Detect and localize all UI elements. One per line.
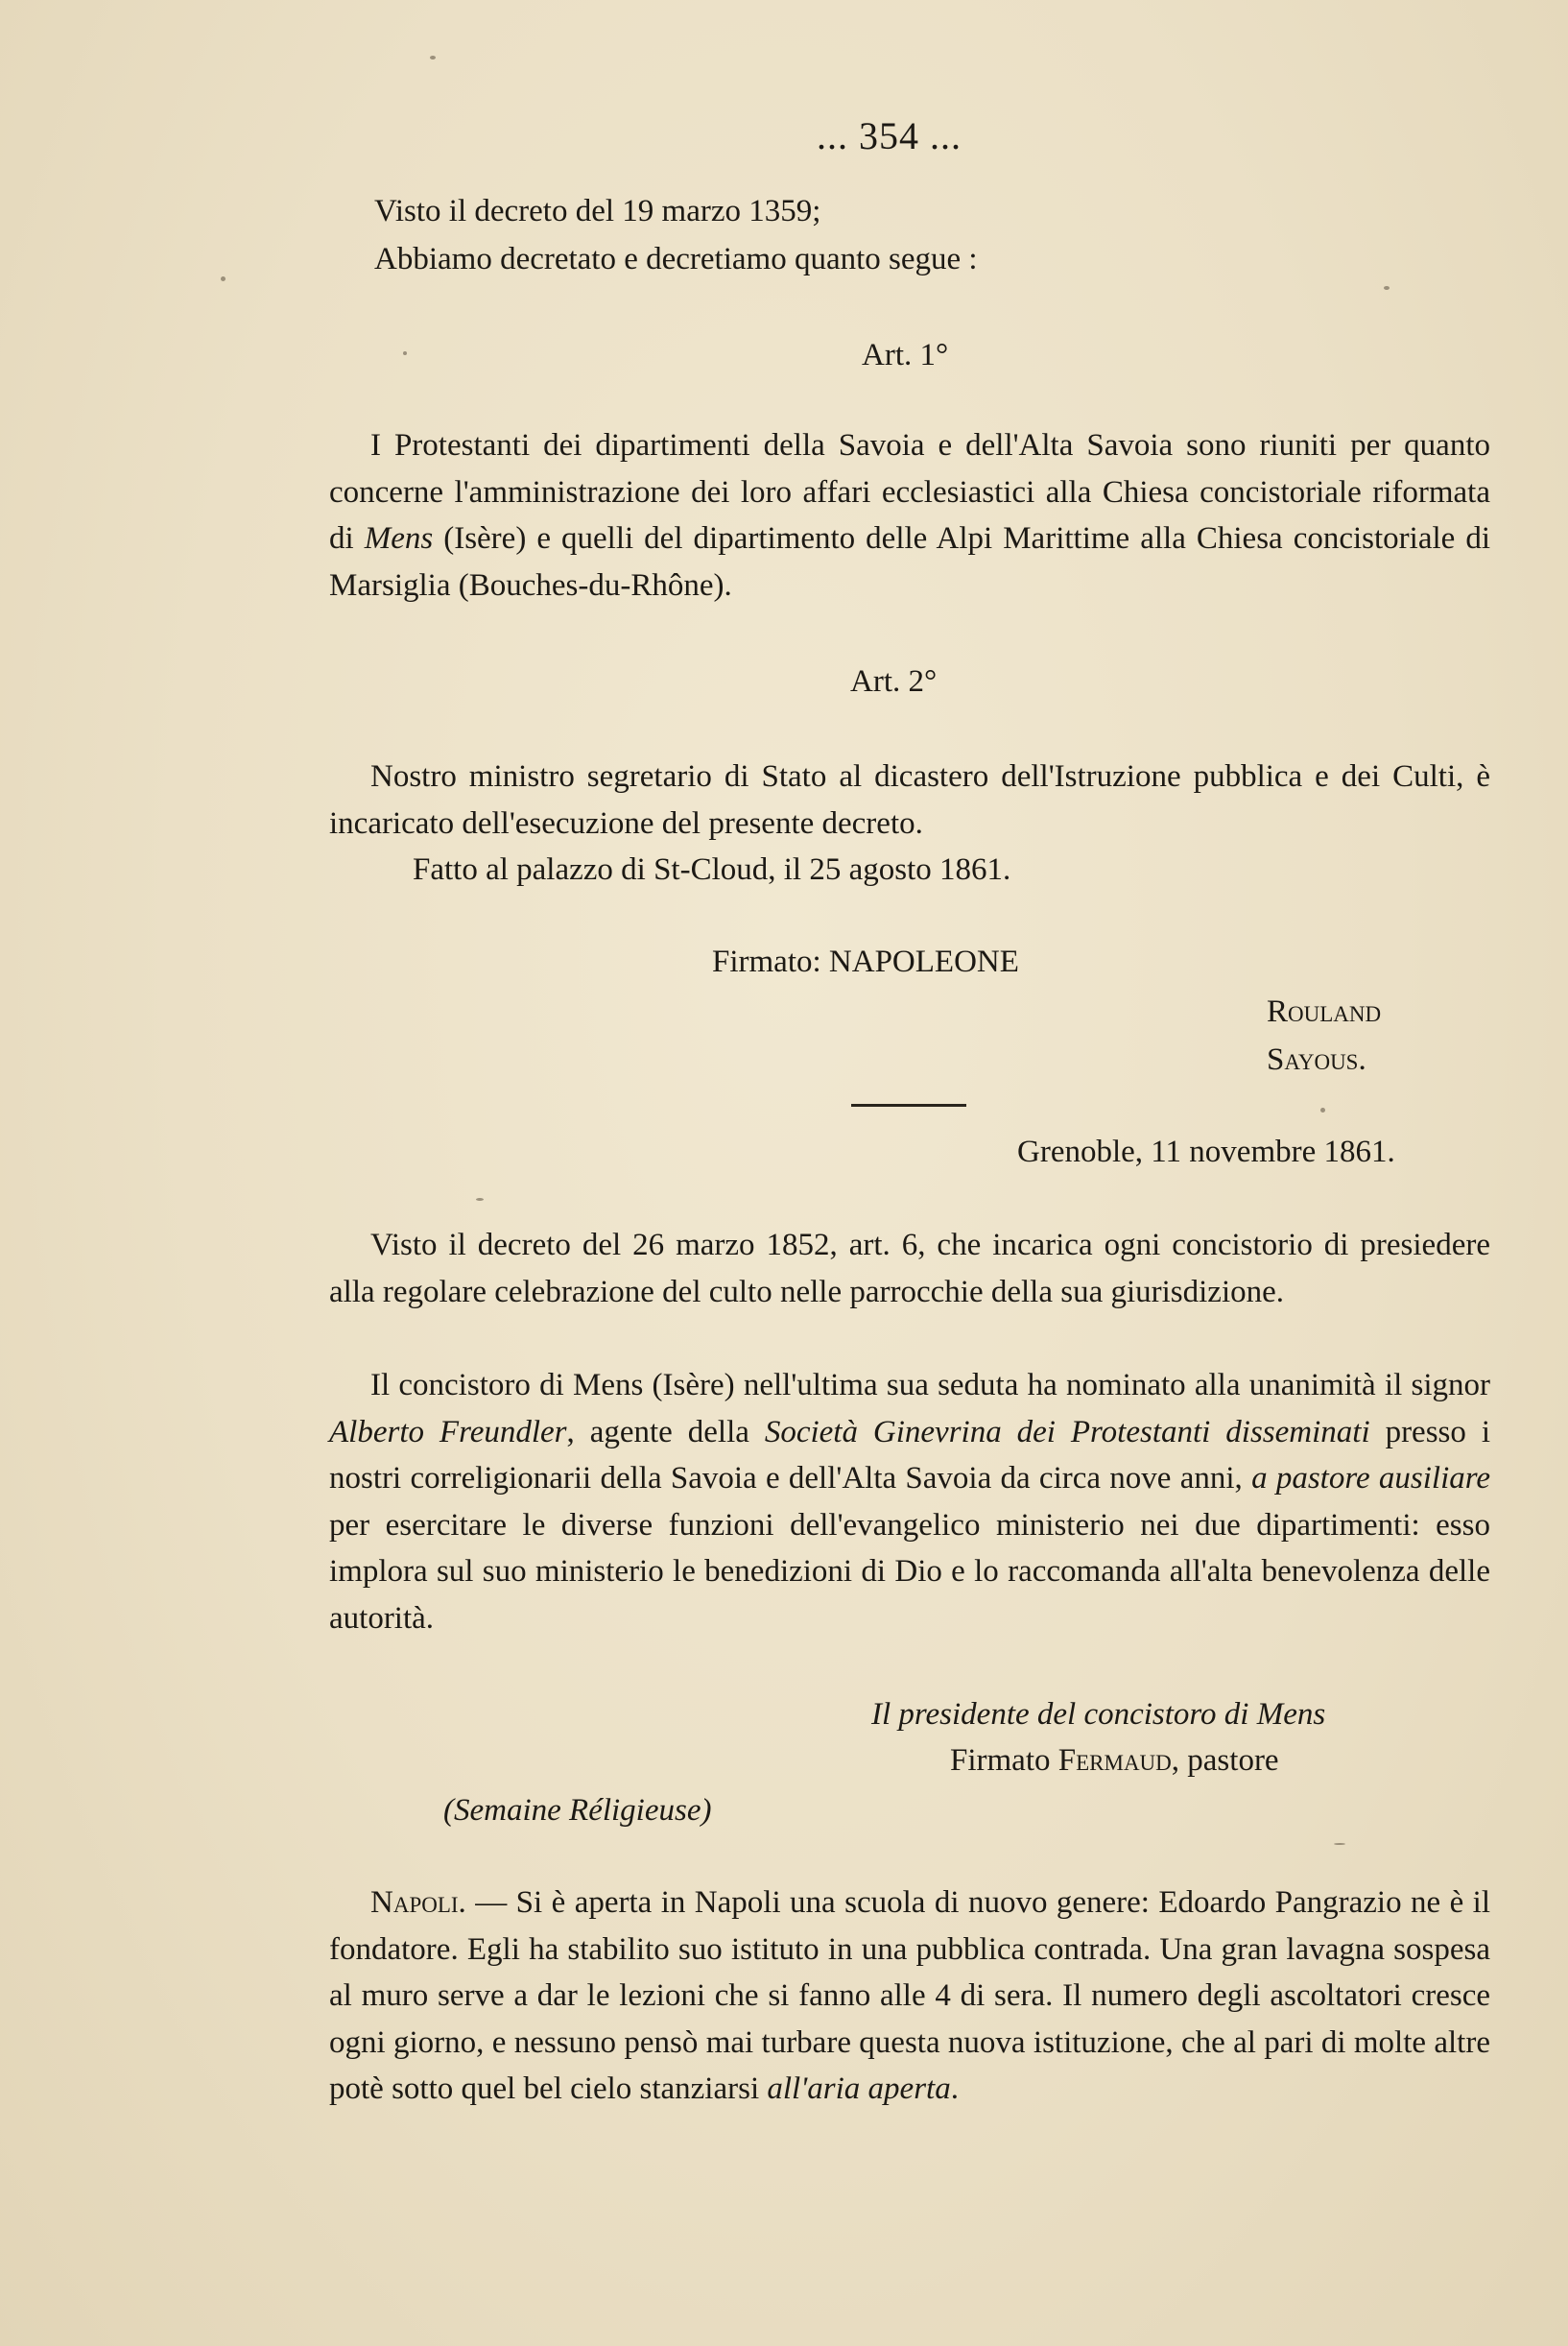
napoli-place: Napoli. [370, 1885, 466, 1920]
paper-speck [1384, 286, 1390, 290]
napoli-italic: all'aria aperta [767, 2071, 951, 2107]
napoli-paragraph [329, 1879, 1490, 2113]
president-title-text: Il presidente del concistoro di Mens [871, 1697, 1326, 1732]
signature-sayous: Sayous. [1267, 1042, 1366, 1077]
art2-paragraph: Nostro ministro segretario di Stato al dicastero dell'Istruzione pubblica e dei Culti, è incaricato dell'esecuzione del presente decreto. [329, 759, 1490, 841]
para2-name-freundler: Alberto Freundler [329, 1414, 567, 1449]
art1-paragraph [329, 422, 1490, 609]
art1-text-italic: Mens [364, 521, 434, 557]
art1-text: I Protestanti dei dipartimenti della Savoia e dell'Alta Savoia sono riuniti per quanto concerne l'amministrazione dei loro affari ecclesiastici alla Chiesa concistoriale riformata di [329, 428, 1490, 557]
section-divider [851, 1104, 966, 1107]
signature-rouland: Rouland [1267, 994, 1382, 1029]
napoli-text: — Si è aperta in Napoli una scuola di nuovo genere: Edoardo Pangrazio ne è il fondatore. Egli ha stabilito suo istituto in una pubblica contrada. Una gran lavagna sospesa al muro serve a dar le lezioni che si fanno alle 4 di sera. Il numero degli ascoltatori cresce ogni giorno, e nessuno pensò mai turbare questa nuova istituzione, che al pari di molte altre potè sotto quel bel cielo stanziarsi [329, 1885, 1490, 2107]
grenoble-paragraph-2 [329, 1362, 1490, 1642]
signature-suffix: , pastore [1171, 1743, 1279, 1778]
napoli-end: . [950, 2071, 959, 2107]
source-note-text: (Semaine Réligieuse) [443, 1793, 712, 1828]
grenoble-dateline: Grenoble, 11 novembre 1861. [1017, 1135, 1395, 1169]
intro-line-2: Abbiamo decretato e decretiamo quanto segue : [374, 242, 978, 276]
president-signature [950, 1737, 1279, 1783]
para2-pastore: a pastore ausiliare [1251, 1461, 1491, 1496]
signature-prefix: Firmato [950, 1743, 1058, 1778]
art1-heading: Art. 1° [862, 338, 949, 372]
intro-line-1: Visto il decreto del 19 marzo 1359; [374, 194, 821, 228]
page-number: ... 354 ... [817, 114, 962, 157]
paper-speck [476, 1198, 484, 1201]
art2-done-line: Fatto al palazzo di St-Cloud, il 25 agosto 1861. [413, 852, 1011, 887]
paper-speck [403, 351, 407, 355]
signed-napoleone: Firmato: NAPOLEONE [712, 945, 1019, 979]
paper-speck [430, 56, 436, 60]
art2-heading: Art. 2° [850, 664, 938, 699]
para2-text-c: presso i nostri correligionarii della Savoia e dell'Alta Savoia da circa nove anni, [329, 1414, 1490, 1496]
signature-fermaud: Fermaud [1057, 1743, 1172, 1778]
para2-text-a: Il concistoro di Mens (Isère) nell'ultima sua seduta ha nominato alla unanimità il signor [370, 1368, 1490, 1402]
paper-speck [1320, 1108, 1325, 1113]
paper-speck [221, 276, 226, 281]
source-note [443, 1787, 711, 1833]
grenoble-paragraph-1: Visto il decreto del 26 marzo 1852, art. 6, che incarica ogni concistorio di presiedere alla regolare celebrazione del culto nelle parrocchie della sua giurisdizione. [329, 1228, 1490, 1309]
para2-text-b: , agente della [566, 1414, 765, 1449]
para2-societa: Società Ginevrina dei Protestanti disseminati [764, 1414, 1370, 1449]
para2-text-d: per esercitare le diverse funzioni dell'evangelico ministerio nei due dipartimenti: esso implora sul suo ministerio le benedizioni di Dio e lo raccomanda all'alta benevolenza delle autorità. [329, 1507, 1490, 1636]
president-title [871, 1691, 1325, 1737]
paper-speck [1334, 1843, 1345, 1845]
art1-text-end: (Isère) e quelli del dipartimento delle Alpi Marittime alla Chiesa concistoriale di Marsiglia (Bouches-du-Rhône). [329, 521, 1490, 603]
